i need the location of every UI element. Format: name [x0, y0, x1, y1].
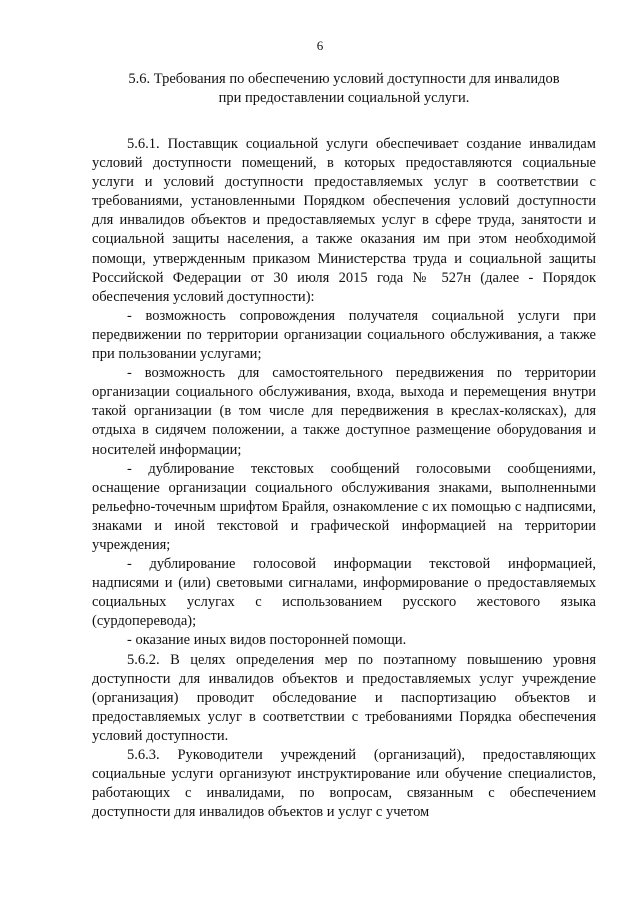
- page-number: 6: [316, 38, 324, 53]
- paragraph-5-6-3: 5.6.3. Руководители учреждений (организаций), предоставляющих социальные услуги организуют инструктирование или обучение специалистов, работающих с инвалидами, по вопросам, связанным с обеспечением доступности для инвалидов объектов и услуг с учетом: [92, 747, 596, 821]
- section-heading: [92, 70, 596, 108]
- list-item-voice-duplication: - дублирование голосовой информации текстовой информацией, надписями и (или) световыми сигналами, информирование о предоставляемых социальных услугах с использованием русского жестового языка (сурдоперевода);: [92, 556, 596, 630]
- paragraph-5-6-2: 5.6.2. В целях определения мер по поэтапному повышению уровня доступности для инвалидов объектов и предоставляемых услуг учреждение (организация) проводит обследование и паспортизацию объектов и предоставляемых услуг в соответствии с требованиями Порядка обеспечения условий доступности.: [92, 651, 596, 744]
- list-item-independent-movement: - возможность для самостоятельного передвижения по территории организации социального обслуживания, входа, выхода и перемещения внутри такой организации (в том числе для передвижения в креслах-колясках), для отдыха в сидячем положении, а также доступное размещение оборудования и носителей информации;: [92, 365, 596, 458]
- list-item-escort: - возможность сопровождения получателя социальной услуги при передвижении по территории организации социального обслуживания, а также при пользовании услугами;: [92, 307, 596, 363]
- document-body: [92, 135, 596, 822]
- list-item-other-assistance: - оказание иных видов посторонней помощи.: [127, 632, 407, 649]
- paragraph-5-6-1: 5.6.1. Поставщик социальной услуги обеспечивает создание инвалидам условий доступности помещений, в которых предоставляются социальные услуги и условий доступности предоставляемых услуг в соответствии с требованиями, установленными Порядком обеспечения условий доступности для инвалидов объектов и предоставляемых услуг в сфере труда, занятости и социальной защиты населения, а также оказания им при этом необходимой помощи, утвержденным приказом Министерства труда и социальной защиты Российской Федерации от 30 июля 2015 года № 527н (далее - Порядок обеспечения условий доступности):: [92, 136, 596, 305]
- section-heading-line-2: при предоставлении социальной услуги.: [218, 90, 470, 106]
- list-item-text-duplication: - дублирование текстовых сообщений голосовыми сообщениями, оснащение организации социального обслуживания знаками, выполненными рельефно-точечным шрифтом Брайля, ознакомление с их помощью с надписями, знаками и иной текстовой и графической информацией на территории учреждения;: [92, 460, 596, 553]
- section-heading-line-1: 5.6. Требования по обеспечению условий доступности для инвалидов: [128, 71, 560, 87]
